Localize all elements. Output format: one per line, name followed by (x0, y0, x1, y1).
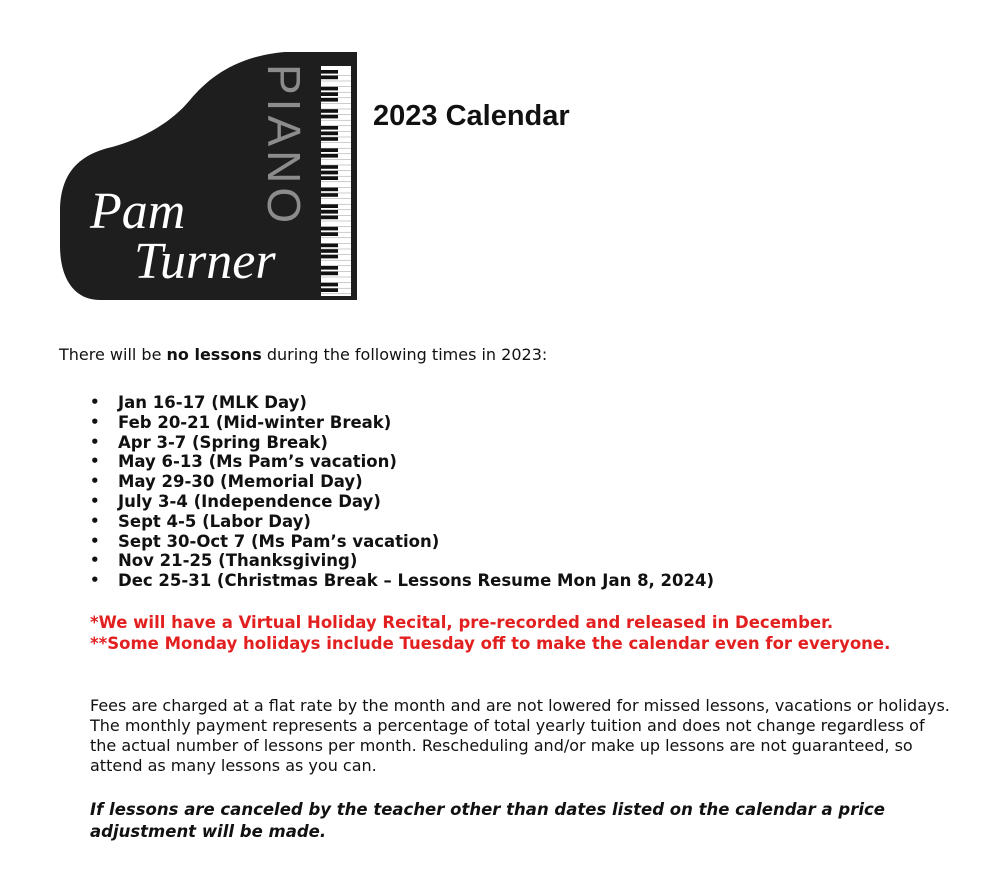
black-key (321, 70, 338, 74)
list-item: • July 3-4 (Independence Day) (90, 492, 714, 512)
black-key (321, 171, 338, 175)
black-key (321, 92, 338, 96)
black-key (321, 283, 338, 287)
black-key (321, 266, 338, 270)
black-key (321, 148, 338, 152)
intro-text (59, 345, 547, 364)
list-item: • Jan 16-17 (MLK Day) (90, 393, 714, 413)
intro-after: during the following times in 2023: (261, 345, 548, 364)
logo-name-last: Turner (134, 233, 276, 290)
black-key (321, 87, 338, 91)
black-key (321, 165, 338, 169)
list-item: • Dec 25-31 (Christmas Break – Lessons Resume Mon Jan 8, 2024) (90, 571, 714, 591)
no-lesson-dates-list (90, 393, 714, 591)
black-key (321, 249, 338, 253)
piano-keys (321, 66, 351, 296)
black-key (321, 227, 338, 231)
page-title: 2023 Calendar (373, 100, 570, 132)
piano-vertical-word: PIANO (258, 64, 310, 228)
black-key (321, 76, 338, 80)
black-key (321, 137, 338, 141)
black-key (321, 288, 338, 292)
black-key (321, 216, 338, 220)
list-item: • Nov 21-25 (Thanksgiving) (90, 551, 714, 571)
list-item: • Feb 20-21 (Mid-winter Break) (90, 413, 714, 433)
recital-note: *We will have a Virtual Holiday Recital, pre-recorded and released in December. (90, 613, 834, 632)
list-item: • Apr 3-7 (Spring Break) (90, 433, 714, 453)
red-notes (90, 613, 890, 654)
logo-name-first: Pam (90, 183, 186, 240)
black-key (321, 132, 338, 136)
black-key (321, 193, 338, 197)
black-key (321, 115, 338, 119)
list-item: • May 6-13 (Ms Pam’s vacation) (90, 452, 714, 472)
list-item: • May 29-30 (Memorial Day) (90, 472, 714, 492)
list-item: • Sept 4-5 (Labor Day) (90, 512, 714, 532)
black-key (321, 272, 338, 276)
holiday-note: **Some Monday holidays include Tuesday off to make the calendar even for everyone. (90, 633, 891, 653)
list-item: • Sept 30-Oct 7 (Ms Pam’s vacation) (90, 532, 714, 552)
black-key (321, 210, 338, 214)
intro-bold: no lessons (166, 345, 262, 364)
black-key (321, 154, 338, 158)
black-key (321, 188, 338, 192)
black-key (321, 176, 338, 180)
black-key (321, 244, 338, 248)
intro-before: There will be (59, 345, 167, 364)
fees-paragraph: Fees are charged at a flat rate by the month and are not lowered for missed lessons, vacations or holidays. The monthly payment represents a percentage of total yearly tuition and does not change regardless of the actual number of lessons per month. Rescheduling and/or make up lessons are not guaranteed, so attend as many lessons as you can. (90, 696, 950, 775)
pam-turner-piano-logo (60, 52, 360, 304)
black-key (321, 109, 338, 113)
black-key (321, 126, 338, 130)
black-key (321, 232, 338, 236)
black-key (321, 98, 338, 102)
black-key (321, 255, 338, 259)
black-key (321, 204, 338, 208)
price-adjustment-notice: If lessons are canceled by the teacher other than dates listed on the calendar a price adjustment will be made. (90, 800, 885, 841)
